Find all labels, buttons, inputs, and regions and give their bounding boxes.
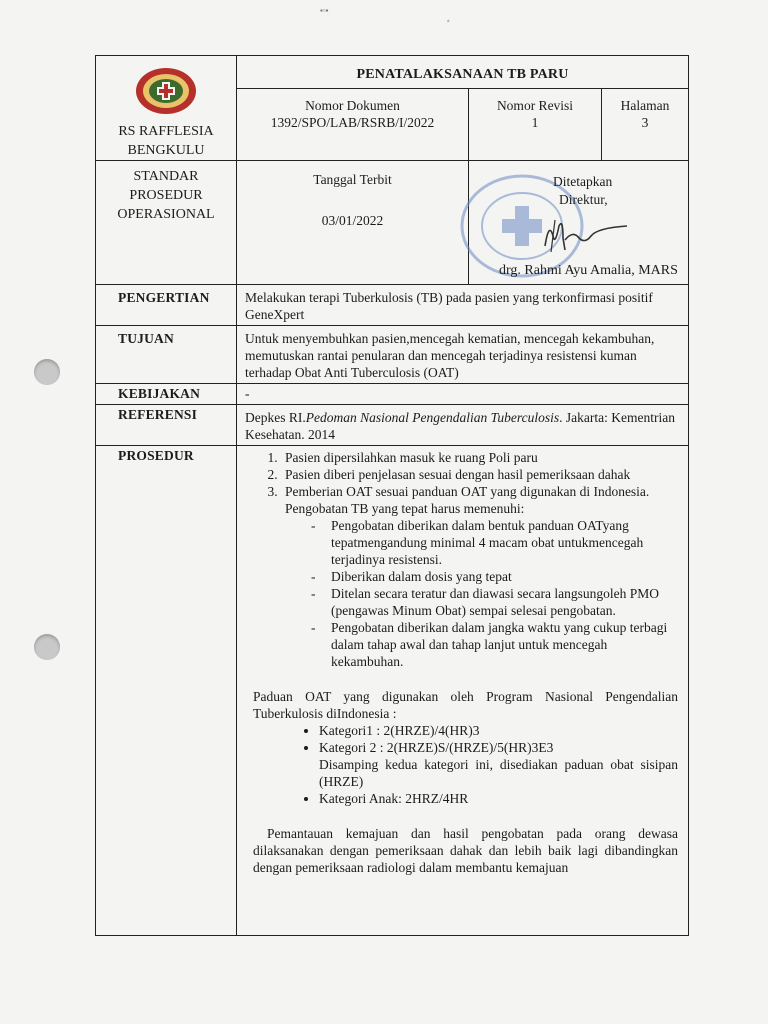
sop-document-table bbox=[95, 55, 689, 936]
revision-value: 1 bbox=[531, 115, 539, 131]
page-value: 3 bbox=[641, 115, 649, 131]
referensi-title: Pedoman Nasional Pengendalian Tuberculosis bbox=[305, 410, 560, 425]
issue-date-cell bbox=[237, 161, 469, 285]
approval-cell bbox=[469, 161, 689, 285]
signature-icon bbox=[539, 216, 629, 256]
category-list bbox=[247, 722, 678, 807]
procedure-step-text: Pemberian OAT sesuai panduan OAT yang digunakan di Indonesia. Pengobatan TB yang tepat harus memenuhi: bbox=[285, 484, 650, 516]
hospital-cell bbox=[96, 56, 237, 161]
referensi-cell bbox=[237, 405, 689, 446]
referensi-source: Depkes RI. bbox=[245, 410, 306, 425]
revision-label: Nomor Revisi bbox=[496, 98, 574, 114]
procedure-step: 2. Pasien diberi penjelasan sesuai dengan hasil pemeriksaan dahak bbox=[281, 466, 678, 483]
kebijakan-text: - bbox=[237, 384, 689, 405]
procedure-step bbox=[281, 483, 678, 670]
doc-number-cell bbox=[237, 89, 469, 161]
tujuan-text: Untuk menyembuhkan pasien,mencegah kematian, mencegah kekambuhan, memutuskan rantai penularan dan mencegah terjadinya resistensi kuman terhadap Obat Anti Tuberculosis (OAT) bbox=[237, 326, 689, 384]
hospital-name-line1: RS RAFFLESIA bbox=[118, 124, 214, 139]
issue-date-value: 03/01/2022 bbox=[321, 213, 384, 228]
page-cell bbox=[602, 89, 689, 161]
tujuan-label: TUJUAN bbox=[96, 326, 237, 384]
requirement-list bbox=[285, 517, 678, 670]
sop-type-line2: PROSEDUR bbox=[129, 188, 203, 203]
punch-hole bbox=[34, 634, 60, 660]
sop-type-cell bbox=[96, 161, 237, 285]
requirement-item: - Pengobatan diberikan dalam jangka waktu yang cukup terbagi dalam tahap awal dan tahap lanjut untuk mencegah kekambuhan. bbox=[311, 619, 678, 670]
punch-hole bbox=[34, 359, 60, 385]
hospital-name-line2: BENGKULU bbox=[127, 143, 205, 158]
paduan-intro: Paduan OAT yang digunakan oleh Program Nasional Pengendalian Tuberkulosis diIndonesia : bbox=[253, 689, 679, 721]
sop-type-line3: OPERASIONAL bbox=[117, 207, 215, 222]
procedure-step: 1. Pasien dipersilahkan masuk ke ruang Poli paru bbox=[281, 449, 678, 466]
category-item: • Kategori Anak: 2HRZ/4HR bbox=[319, 790, 678, 807]
pengertian-label: PENGERTIAN bbox=[96, 285, 237, 326]
doc-number-label: Nomor Dokumen bbox=[305, 98, 400, 114]
scan-speck: ▪▫▪ bbox=[320, 6, 329, 15]
monitoring-paragraph: Pemantauan kemajuan dan hasil pengobatan pada orang dewasa dilaksanakan dengan pemeriksaan dahak dan lebih baik lagi dibandingkan dengan pemeriksaan radiologi dalam membantu kemajuan bbox=[253, 826, 679, 875]
referensi-publisher: . Jakarta: Kementrian Kesehatan. 2014 bbox=[245, 410, 675, 442]
doc-number-value: 1392/SPO/LAB/RSRB/I/2022 bbox=[270, 115, 435, 131]
scan-speck: ⸗ bbox=[447, 16, 450, 25]
kebijakan-label: KEBIJAKAN bbox=[96, 384, 237, 405]
approved-label: Ditetapkan bbox=[553, 174, 613, 189]
prosedur-cell bbox=[237, 446, 689, 936]
procedure-steps bbox=[247, 449, 678, 670]
category-note: Disamping kedua kategori ini, disediakan paduan obat sisipan (HRZE) bbox=[319, 757, 679, 789]
issue-date-label: Tanggal Terbit bbox=[313, 172, 392, 187]
sop-type-line1: STANDAR bbox=[133, 169, 199, 184]
requirement-item: - Pengobatan diberikan dalam bentuk panduan OATyang tepatmengandung minimal 4 macam obat untukmencegah terjadinya resistensi. bbox=[311, 517, 678, 568]
page-label: Halaman bbox=[620, 98, 670, 114]
director-name: drg. Rahmi Ayu Amalia, MARS bbox=[499, 263, 678, 278]
revision-cell bbox=[469, 89, 602, 161]
requirement-item: - Diberikan dalam dosis yang tepat bbox=[311, 568, 678, 585]
category-item: • Kategori1 : 2(HRZE)/4(HR)3 bbox=[319, 722, 678, 739]
referensi-label: REFERENSI bbox=[96, 405, 237, 446]
director-title: Direktur, bbox=[559, 192, 608, 207]
hospital-logo-icon bbox=[134, 66, 198, 116]
requirement-item: - Ditelan secara teratur dan diawasi secara langsungoleh PMO (pengawas Minum Obat) sempai selesai pengobatan. bbox=[311, 585, 678, 619]
pengertian-text: Melakukan terapi Tuberkulosis (TB) pada pasien yang terkonfirmasi positif GeneXpert bbox=[237, 285, 689, 326]
category-item-text: Kategori 2 : 2(HRZE)S/(HRZE)/5(HR)3E3 bbox=[319, 740, 554, 755]
prosedur-label: PROSEDUR bbox=[96, 446, 237, 936]
category-item bbox=[319, 739, 678, 790]
document-title: PENATALAKSANAAN TB PARU bbox=[237, 56, 689, 89]
